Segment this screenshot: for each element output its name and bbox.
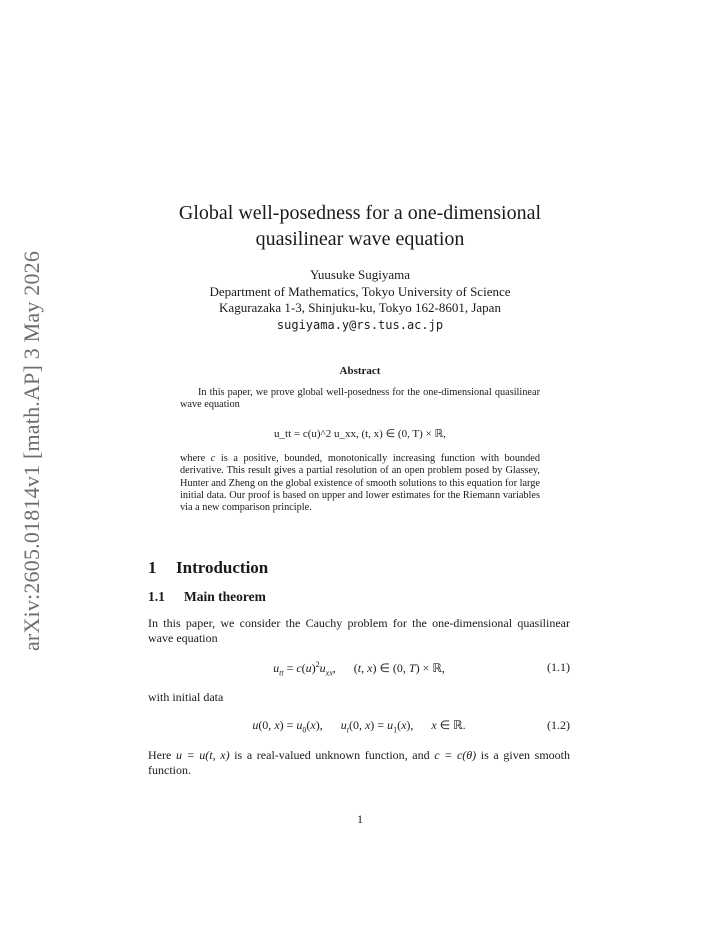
- abstract-body: [180, 453, 540, 514]
- intro-paragraph-3: [148, 748, 570, 778]
- page-number: 1: [357, 812, 363, 826]
- c-definition: c = c(θ): [434, 748, 477, 762]
- intro-paragraph-1: [148, 616, 570, 646]
- paper-title: [0, 200, 720, 252]
- abstract-body-start: where: [180, 453, 211, 464]
- intro-paragraph-2-text: with initial data: [148, 690, 224, 704]
- section-1-heading: [148, 558, 268, 578]
- para3-part-a: Here: [148, 748, 176, 762]
- equation-1-2-body: u(0, $x) = u_0(x)$, $u_t(0$, $x) = u_1(x)$, x ∈ ℝ.: [252, 718, 466, 735]
- author-block: [0, 267, 720, 333]
- author-affiliation: Department of Mathematics, Tokyo University of Science: [209, 283, 511, 299]
- title-line-1: Global well-posedness for a one-dimensional: [178, 202, 542, 224]
- para3-part-b: is a real-valued unknown function, and: [229, 748, 435, 762]
- equation-1-1-body: $u_{tt} = c(u)^2u_{xx}$, (t, x) ∈ (0, T) × ℝ,: [273, 660, 445, 678]
- abstract-heading: Abstract: [339, 365, 381, 377]
- author-name: Yuusuke Sugiyama: [309, 267, 411, 282]
- abstract-intro-text: In this paper, we prove global well-posedness for the one-dimensional quasilinear wave equation: [180, 387, 540, 411]
- arxiv-identifier-text: arXiv:2605.01814v1 [math.AP] 3 May 2026: [19, 250, 45, 652]
- equation-1-1: [148, 660, 570, 678]
- section-1-1-title: Main theorem: [184, 589, 266, 604]
- equation-1-2-label: (1.2): [547, 718, 570, 732]
- section-1-title: Introduction: [176, 558, 269, 577]
- abstract-body-rest: is a positive, bounded, monotonically increasing function with bounded derivative. This result gives a partial resolution of an open problem posed by Glassey, Hunter and Zheng on the global existence of smooth solutions to this equation for large initial data. Our proof is based on upper and lower estimates for the Riemann variables via a new comparison principle.: [180, 453, 540, 514]
- intro-paragraph-2: [148, 690, 570, 705]
- author-email: sugiyama.y@rs.tus.ac.jp: [276, 317, 444, 332]
- section-1-number: 1: [148, 558, 157, 577]
- equation-1-2: [148, 718, 570, 736]
- abstract-equation: u_tt = c(u)^2 u_xx, (t, x) ∈ (0, T) × ℝ,: [274, 428, 446, 440]
- intro-paragraph-1-text: In this paper, we consider the Cauchy problem for the one-dimensional quasilinear wave equation: [148, 616, 570, 645]
- title-line-2: quasilinear wave equation: [255, 228, 465, 250]
- equation-1-1-label: (1.1): [547, 660, 570, 674]
- para3-part-c: is a given smooth function.: [148, 748, 571, 777]
- author-address: Kagurazaka 1-3, Shinjuku-ku, Tokyo 162-8601, Japan: [219, 300, 501, 315]
- u-definition: u = u(t, x): [175, 748, 230, 762]
- section-1-1-heading: [148, 589, 266, 605]
- section-1-1-number: 1.1: [148, 589, 165, 604]
- abstract-intro: [180, 387, 540, 412]
- abstract-body-var: c: [210, 453, 216, 464]
